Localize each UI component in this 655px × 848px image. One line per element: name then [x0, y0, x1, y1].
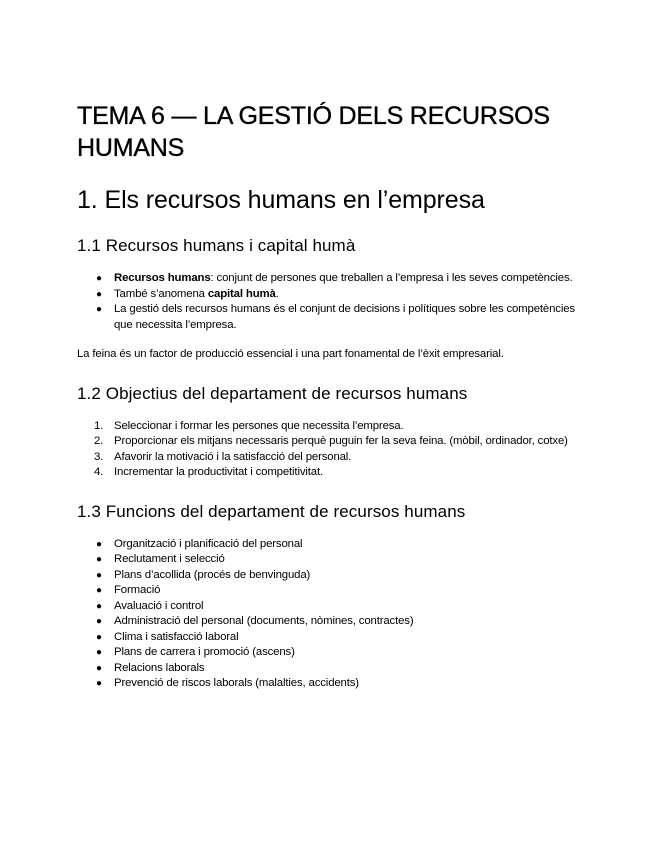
bullet-icon: ●	[96, 538, 102, 550]
item-text: Formació	[114, 584, 161, 596]
list-item	[77, 465, 579, 481]
item-text: Plans d’acollida (procés de benvinguda)	[114, 568, 311, 581]
bullet-icon: ●	[96, 554, 102, 565]
list-item	[77, 614, 579, 630]
list-number: 1.	[94, 419, 104, 432]
item-text: També s’anomena	[114, 287, 208, 300]
list-item	[77, 419, 579, 435]
bullet-icon: ●	[96, 569, 102, 581]
section-heading-1: 1. Els recursos humans en l’empresa	[77, 186, 485, 214]
bullet-list-1-3	[77, 537, 579, 692]
item-text: La gestió dels recursos humans és el conjunt de decisions i polítiques sobre les competències que necessita l’empresa.	[114, 303, 575, 331]
list-item	[77, 661, 579, 677]
list-item	[77, 583, 579, 599]
bullet-icon: ●	[96, 585, 102, 596]
item-text: : conjunt de persones que treballen a l’empresa i les seves competències.	[210, 272, 573, 284]
subsection-heading-1-3: 1.3 Funcions del departament de recursos humans	[77, 501, 466, 521]
term-bold: Recursos humans	[114, 272, 211, 284]
term-bold: capital humà	[207, 287, 276, 300]
list-item	[77, 271, 579, 287]
subsection-heading-1-1: 1.1 Recursos humans i capital humà	[77, 236, 356, 255]
list-item	[77, 450, 579, 466]
document-title: TEMA 6 — LA GESTIÓ DELS RECURSOS HUMANS	[77, 102, 550, 162]
bullet-icon: ●	[96, 288, 102, 300]
bullet-icon: ●	[96, 600, 102, 612]
item-text: Relacions laborals	[114, 661, 205, 674]
item-text: Avaluació i control	[114, 599, 204, 612]
list-item	[77, 599, 579, 615]
list-item	[77, 434, 579, 450]
paragraph-1-1: La feina és un factor de producció essencial i una part fonamental de l’èxit empresarial.	[77, 348, 504, 360]
item-text: Clima i satisfacció laboral	[114, 630, 239, 643]
bullet-icon: ●	[96, 616, 102, 627]
subsection-heading-1-2: 1.2 Objectius del departament de recursos humans	[77, 383, 468, 403]
list-item	[77, 302, 579, 333]
numbered-list-1-2	[77, 419, 579, 481]
item-text: Proporcionar els mitjans necessaris perquè puguin fer la seva feina. (mòbil, ordinador, cotxe)	[114, 435, 568, 447]
item-text: Reclutament i selecció	[114, 553, 225, 565]
item-text: Afavorir la motivació i la satisfacció del personal.	[114, 450, 352, 463]
bullet-icon: ●	[96, 631, 102, 643]
list-item	[77, 537, 579, 553]
bullet-icon: ●	[96, 304, 102, 315]
item-text: Prevenció de riscos laborals (malalties, accidents)	[114, 677, 359, 689]
bullet-icon: ●	[96, 662, 102, 674]
list-item	[77, 630, 579, 646]
list-item	[77, 645, 579, 661]
list-item	[77, 287, 579, 303]
item-text: Incrementar la productivitat i competitivitat.	[114, 466, 323, 478]
bullet-icon: ●	[96, 678, 102, 689]
bullet-icon: ●	[96, 273, 102, 284]
item-text: Administració del personal (documents, nòmines, contractes)	[114, 615, 414, 627]
list-item	[77, 552, 579, 568]
item-tail: .	[275, 287, 279, 300]
list-item	[77, 676, 579, 692]
bullet-list-1-1	[77, 271, 579, 333]
item-text: Plans de carrera i promoció (ascens)	[114, 646, 295, 658]
list-number: 3.	[94, 450, 104, 463]
item-text: Organització i planificació del personal	[114, 537, 303, 550]
list-item	[77, 568, 579, 584]
bullet-icon: ●	[96, 647, 102, 658]
list-number: 2.	[94, 435, 104, 447]
list-number: 4.	[94, 466, 104, 478]
item-text: Seleccionar i formar les persones que necessita l’empresa.	[114, 419, 404, 432]
